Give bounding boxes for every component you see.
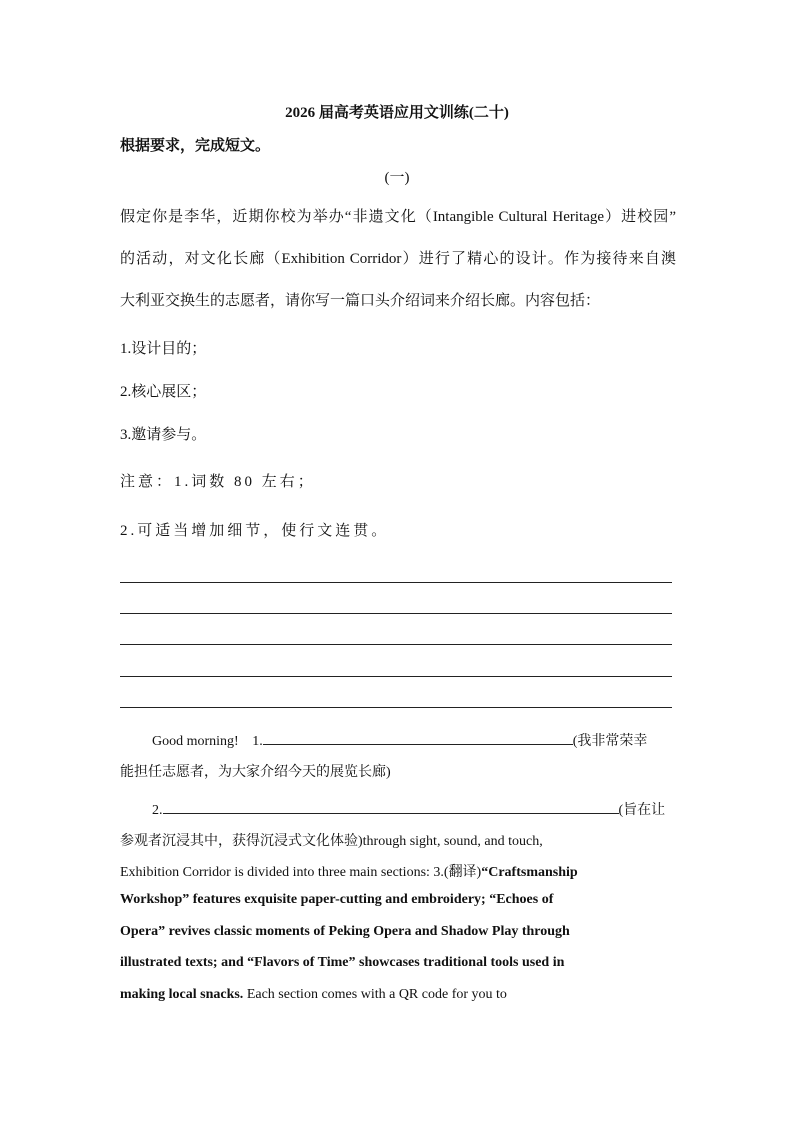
requirement-item-2: 2.核心展区； [120, 384, 207, 400]
essay-line-9 [120, 987, 674, 1003]
blank-number-1: 1. [252, 734, 263, 749]
writing-line [120, 707, 672, 708]
essay-line-3 [120, 799, 674, 819]
hint-2: (旨在让 [618, 803, 666, 818]
essay-line-5 [120, 861, 674, 881]
answer-blank-2[interactable] [163, 799, 619, 814]
prompt-line-1: 假定你是李华，近期你校为举办“非遗文化（Intangible Cultural Heritage）进校园” [120, 209, 676, 225]
note-item-2: 2.可适当增加细节，使行文连贯。 [120, 523, 390, 539]
translation-text: “Craftsmanship [481, 865, 578, 880]
blank-number-2: 2. [152, 803, 163, 818]
prompt-line-3: 大利亚交换生的志愿者，请你写一篇口头介绍词来介绍长廊。内容包括： [120, 293, 601, 309]
page-title: 2026 届高考英语应用文训练(二十) [285, 105, 509, 121]
essay-line-7: Opera” revives classic moments of Peking Opera and Shadow Play through [120, 924, 570, 939]
essay-text: Each section comes with a QR code for you to [246, 987, 507, 1002]
essay-text: Exhibition Corridor is divided into three main sections: 3.(翻译) [120, 865, 482, 880]
requirement-item-1: 1.设计目的； [120, 341, 207, 357]
section-marker: (一) [384, 170, 410, 186]
instruction-text: 根据要求，完成短文。 [120, 138, 271, 154]
writing-line [120, 644, 672, 645]
writing-line [120, 676, 672, 677]
writing-line [120, 582, 672, 583]
greeting-text: Good morning! [152, 734, 239, 749]
essay-line-6: Workshop” features exquisite paper-cutting and embroidery; “Echoes of [120, 892, 554, 907]
prompt-line-2: 的活动，对文化长廊（Exhibition Corridor）进行了精心的设计。作为接待来自澳 [120, 251, 676, 267]
translation-text-end: making local snacks. [120, 987, 244, 1002]
requirement-item-3: 3.邀请参与。 [120, 427, 207, 443]
note-item-1: 注意：1.词数 80 左右； [120, 474, 316, 490]
writing-line [120, 613, 672, 614]
essay-line-4: 参观者沉浸其中，获得沉浸式文化体验)through sight, sound, and touch, [120, 834, 543, 849]
essay-line-1 [120, 730, 674, 750]
hint-1: (我非常荣幸 [572, 734, 648, 749]
essay-line-8: illustrated texts; and “Flavors of Time” showcases traditional tools used in [120, 955, 565, 970]
answer-blank-1[interactable] [263, 730, 573, 745]
essay-line-2: 能担任志愿者，为大家介绍今天的展览长廊) [120, 765, 391, 780]
